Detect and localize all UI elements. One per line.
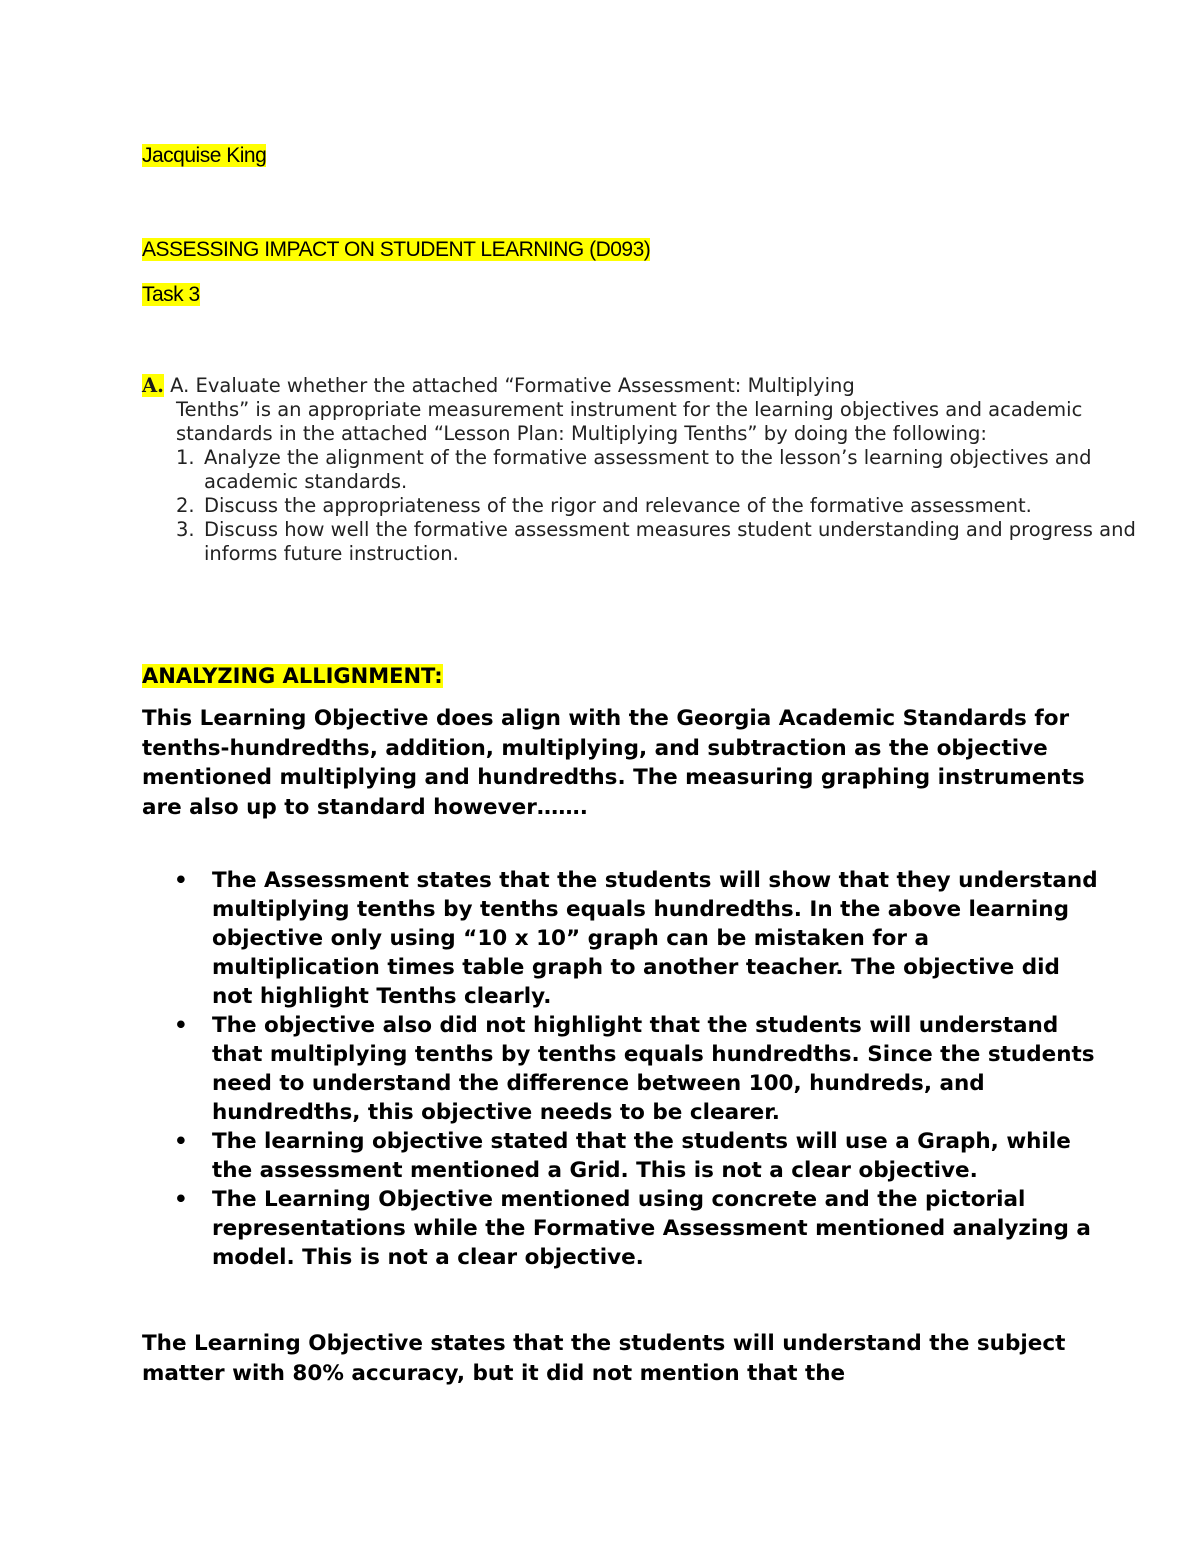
- course-title: ASSESSING IMPACT ON STUDENT LEARNING (D093): [142, 238, 651, 261]
- bullet-icon: •: [174, 868, 188, 893]
- prompt-marker: A.: [142, 374, 164, 397]
- closing-paragraph: The Learning Objective states that the students will understand the subject matter with 80% accuracy, but it did not mention that the: [142, 1331, 1066, 1386]
- analysis-bullet: • The objective also did not highlight that the students will understand that multiplying tenths by tenths equals hundredths. Since the students need to understand the difference between 100, hundreds, and hundredths, this objective needs to be clearer.: [174, 1013, 1095, 1125]
- prompt-list-item: 1. Analyze the alignment of the formative assessment to the lesson’s learning objectives and academic standards.: [176, 446, 1092, 493]
- prompt-continued: Tenths” is an appropriate measurement instrument for the learning objectives and academic standards in the attached “Lesson Plan: Multiplying Tenths” by doing the following:: [176, 398, 1083, 445]
- prompt-first-line: A. A. Evaluate whether the attached “Formative Assessment: Multiplying: [142, 374, 855, 397]
- analysis-bullet: • The Assessment states that the students will show that they understand multiplying tenths by tenths equals hundredths. In the above learning objective only using “10 x 10” graph can be mistaken for a multiplication times table graph to another teacher. The objective did not highlight Tenths clearly.: [174, 868, 1098, 1009]
- prompt-list: [142, 446, 1142, 566]
- analysis-bullet: • The learning objective stated that the students will use a Graph, while the assessment mentioned a Grid. This is not a clear objective.: [174, 1129, 1071, 1183]
- analysis-intro: This Learning Objective does align with the Georgia Academic Standards for tenths-hundredths, addition, multiplying, and subtraction as the objective mentioned multiplying and hundredths. The measuring graphing instruments are also up to standard however…….: [142, 706, 1085, 820]
- bullet-icon: •: [174, 1013, 188, 1038]
- assignment-prompt: [142, 374, 1142, 566]
- analysis-bullet-list: [142, 866, 1102, 1272]
- analysis-bullet: • The Learning Objective mentioned using concrete and the pictorial representations while the Formative Assessment mentioned analyzing a model. This is not a clear objective.: [174, 1187, 1091, 1270]
- prompt-list-item: 3. Discuss how well the formative assessment measures student understanding and progress and informs future instruction.: [176, 518, 1136, 565]
- prompt-list-item: 2. Discuss the appropriateness of the rigor and relevance of the formative assessment.: [176, 494, 1032, 517]
- task-label: Task 3: [142, 283, 200, 306]
- bullet-icon: •: [174, 1187, 188, 1212]
- author-name: Jacquise King: [142, 144, 267, 167]
- section-heading: ANALYZING ALLIGNMENT:: [142, 664, 443, 688]
- bullet-icon: •: [174, 1129, 188, 1154]
